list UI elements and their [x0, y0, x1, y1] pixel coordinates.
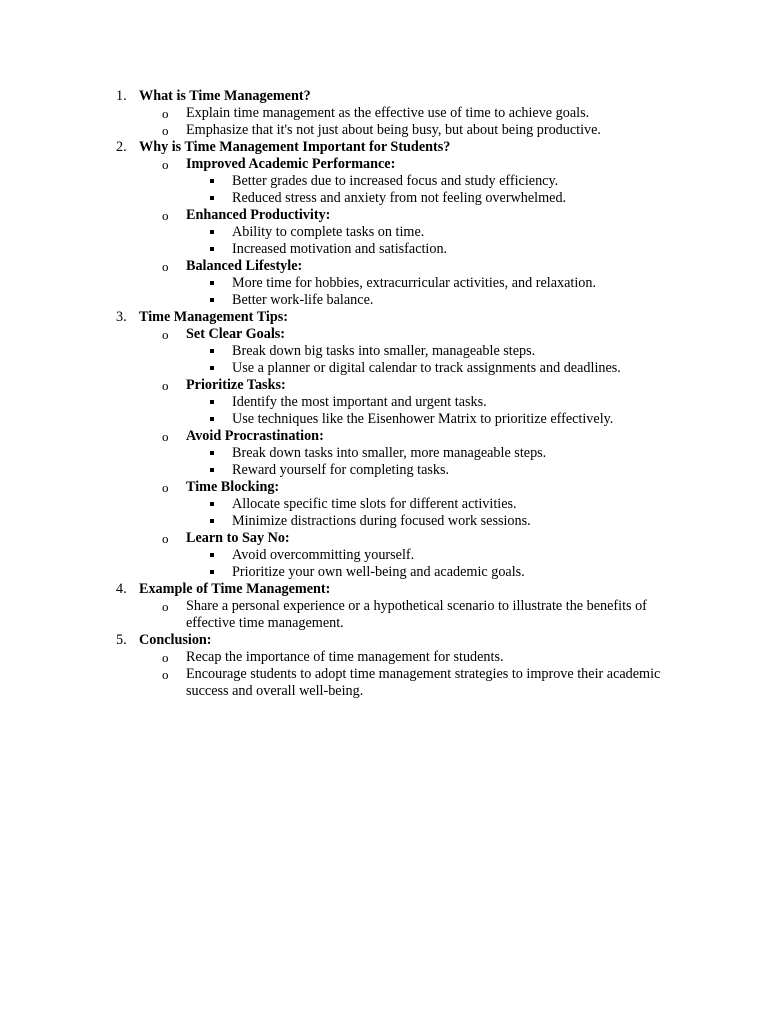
square-bullet-icon [210, 417, 214, 421]
outline-item [0, 173, 768, 190]
item-text: Break down tasks into smaller, more manageable steps. [232, 445, 547, 461]
square-bullet-icon [210, 366, 214, 370]
item-text: Reduced stress and anxiety from not feeling overwhelmed. [232, 190, 567, 206]
outline-group [0, 530, 768, 581]
section-title: Why is Time Management Important for Students? [139, 139, 451, 155]
item-text: Increased motivation and satisfaction. [232, 241, 448, 257]
outline-item [0, 360, 768, 377]
square-bullet-icon [210, 230, 214, 234]
outline-item [0, 564, 768, 581]
item-text: Better work-life balance. [232, 292, 374, 308]
outline-item [0, 496, 768, 513]
square-bullet-icon [210, 502, 214, 506]
square-bullet-icon [210, 281, 214, 285]
item-text: Identify the most important and urgent tasks. [232, 394, 487, 410]
item-text: Avoid overcommitting yourself. [232, 547, 415, 563]
outline-list [0, 88, 768, 700]
item-text: Reward yourself for completing tasks. [232, 462, 450, 478]
circle-bullet-icon: o [162, 259, 169, 274]
outline-section [0, 88, 768, 139]
circle-bullet-icon: o [162, 157, 169, 172]
group-heading: Avoid Procrastination: [186, 428, 324, 444]
item-text: Prioritize your own well-being and academic goals. [232, 564, 525, 580]
outline-point [0, 122, 768, 139]
outline-section [0, 139, 768, 309]
square-bullet-icon [210, 519, 214, 523]
outline-point [0, 649, 768, 666]
outline-item [0, 462, 768, 479]
point-text: Encourage students to adopt time management strategies to improve their academic success and overall well-being. [186, 666, 661, 699]
item-text: Better grades due to increased focus and study efficiency. [232, 173, 559, 189]
square-bullet-icon [210, 196, 214, 200]
item-text: Use techniques like the Eisenhower Matrix to prioritize effectively. [232, 411, 614, 427]
outline-section [0, 581, 768, 632]
outline-item [0, 411, 768, 428]
circle-bullet-icon: o [162, 599, 169, 614]
item-text: Minimize distractions during focused work sessions. [232, 513, 531, 529]
point-text: Emphasize that it's not just about being busy, but about being productive. [186, 122, 601, 138]
section-number: 5. [116, 632, 127, 648]
outline-group [0, 156, 768, 207]
square-bullet-icon [210, 349, 214, 353]
item-text: Allocate specific time slots for different activities. [232, 496, 517, 512]
circle-bullet-icon: o [162, 123, 169, 138]
section-number: 2. [116, 139, 127, 155]
outline-group [0, 377, 768, 428]
circle-bullet-icon: o [162, 531, 169, 546]
square-bullet-icon [210, 400, 214, 404]
square-bullet-icon [210, 247, 214, 251]
group-heading: Time Blocking: [186, 479, 280, 495]
outline-point [0, 666, 768, 700]
circle-bullet-icon: o [162, 106, 169, 121]
item-text: Ability to complete tasks on time. [232, 224, 425, 240]
square-bullet-icon [210, 468, 214, 472]
outline-item [0, 394, 768, 411]
square-bullet-icon [210, 451, 214, 455]
section-number: 3. [116, 309, 127, 325]
section-title: What is Time Management? [139, 88, 311, 104]
outline-item [0, 445, 768, 462]
outline-item [0, 513, 768, 530]
section-title: Time Management Tips: [139, 309, 288, 325]
outline-group [0, 428, 768, 479]
group-heading: Set Clear Goals: [186, 326, 286, 342]
item-text: More time for hobbies, extracurricular activities, and relaxation. [232, 275, 597, 291]
outline-group [0, 207, 768, 258]
circle-bullet-icon: o [162, 480, 169, 495]
square-bullet-icon [210, 553, 214, 557]
circle-bullet-icon: o [162, 327, 169, 342]
outline-item [0, 343, 768, 360]
point-text: Share a personal experience or a hypothetical scenario to illustrate the benefits of effective time management. [186, 598, 647, 631]
circle-bullet-icon: o [162, 378, 169, 393]
outline-point [0, 105, 768, 122]
group-heading: Learn to Say No: [186, 530, 290, 546]
outline-point [0, 598, 768, 632]
circle-bullet-icon: o [162, 667, 169, 682]
outline-item [0, 190, 768, 207]
section-title: Conclusion: [139, 632, 212, 648]
section-number: 1. [116, 88, 127, 104]
outline-item [0, 292, 768, 309]
outline-group [0, 326, 768, 377]
point-text: Explain time management as the effective use of time to achieve goals. [186, 105, 590, 121]
group-heading: Balanced Lifestyle: [186, 258, 303, 274]
group-heading: Improved Academic Performance: [186, 156, 396, 172]
point-text: Recap the importance of time management for students. [186, 649, 504, 665]
outline-item [0, 241, 768, 258]
outline-group [0, 479, 768, 530]
item-text: Break down big tasks into smaller, manageable steps. [232, 343, 536, 359]
circle-bullet-icon: o [162, 208, 169, 223]
circle-bullet-icon: o [162, 650, 169, 665]
square-bullet-icon [210, 179, 214, 183]
outline-section [0, 632, 768, 700]
group-heading: Prioritize Tasks: [186, 377, 286, 393]
group-heading: Enhanced Productivity: [186, 207, 331, 223]
outline-section [0, 309, 768, 581]
outline-item [0, 224, 768, 241]
item-text: Use a planner or digital calendar to track assignments and deadlines. [232, 360, 621, 376]
square-bullet-icon [210, 298, 214, 302]
outline-item [0, 275, 768, 292]
section-title: Example of Time Management: [139, 581, 331, 597]
outline-group [0, 258, 768, 309]
square-bullet-icon [210, 570, 214, 574]
circle-bullet-icon: o [162, 429, 169, 444]
section-number: 4. [116, 581, 127, 597]
outline-item [0, 547, 768, 564]
